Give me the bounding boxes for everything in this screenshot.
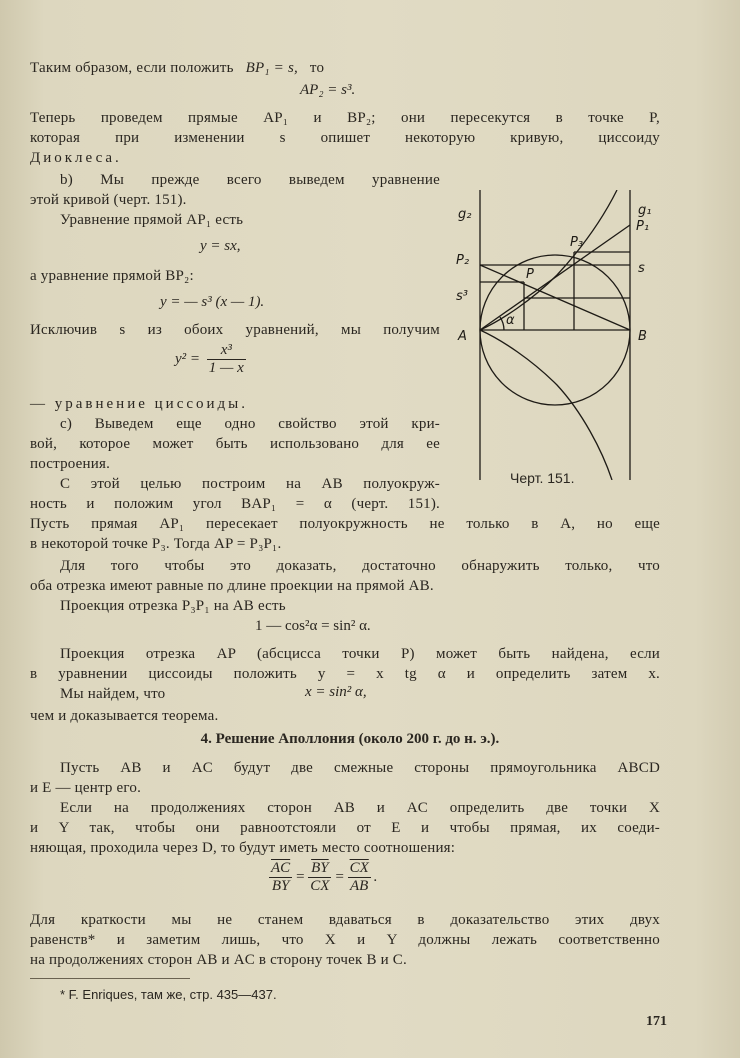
formula-lhs: y² = (175, 350, 201, 367)
fraction-numerator: $\overline{AC}$ (271, 860, 291, 876)
label-alpha: α (506, 313, 515, 328)
text-line: ность и положим угол BAP₁ = α (черт. 151). (30, 496, 440, 512)
fraction (269, 860, 292, 895)
formula-line-bp2: y = — s³ (x — 1). (160, 294, 265, 310)
text-line: оба отрезка имеют равные по длине проекции на прямой AB. (30, 578, 434, 594)
footnote-divider (30, 978, 190, 979)
formula-bp1: BP₁ = s, (245, 60, 298, 76)
fraction-denominator: 1 — x (208, 360, 244, 376)
text-line: и E — центр его. (30, 780, 142, 796)
text-line: Уравнение прямой AP₁ есть (60, 212, 244, 228)
fraction-numerator: $\overline{BY}$ (308, 860, 331, 878)
text-line: няющая, проходила через D, то будут иметь место соотношения: (30, 840, 456, 856)
page-number: 171 (646, 1014, 667, 1029)
text-line: Пусть прямая AP₁ пересекает полуокружность не только в A, но еще (30, 516, 660, 532)
label-s3: s³ (456, 289, 468, 304)
text-line: вой, которое может быть использовано для ее (30, 436, 440, 452)
text-line: которая при изменении s опишет некоторую кривую, циссоиду (30, 130, 660, 146)
label-p2: P₂ (456, 253, 470, 268)
text-line: Теперь проведем прямые AP₁ и BP₂; они пересекутся в точке P, (30, 110, 660, 126)
text-line: Проекция отрезка P₃P₁ на AB есть (60, 598, 286, 614)
formula-ap2: AP₂ = s³. (300, 82, 356, 98)
text-line (30, 58, 660, 78)
fraction (308, 860, 331, 895)
text-line: Мы найдем, что (60, 686, 166, 702)
fraction (348, 860, 371, 895)
text-line: в уравнении циссоиды положить y = x tg α и определить затем x. (30, 666, 660, 682)
label-p: P (526, 267, 534, 282)
section-heading: 4. Решение Аполлония (около 200 г. до н. э.). (200, 731, 500, 747)
cissoid-upper (480, 190, 617, 330)
text-line: Исключив s из обоих уравнений, мы получим (30, 322, 440, 338)
text-line: — уравнение циссоиды. (30, 396, 248, 412)
formula-line-ap1: y = sx, (200, 238, 241, 254)
text-line: чем и доказывается теорема. (30, 708, 219, 724)
formula-ratios: $\frac{\overline{AC}}{BY}$ = $\frac{\overline{BY}}{CX}$ = $\frac{\overline{CX}}{AB}$ . (271, 860, 378, 894)
text-line: построения. (30, 456, 111, 472)
label-p1: P₁ (636, 219, 650, 234)
label-a: A (458, 329, 467, 344)
text-line: равенств* и заметим лишь, что X и Y должны лежать соответственно (30, 932, 660, 948)
fraction-denominator: BY (271, 878, 290, 894)
label-s: s (638, 261, 645, 276)
text-line: Пусть AB и AC будут две смежные стороны прямоугольника ABCD (60, 760, 660, 776)
label-g1: g₁ (638, 203, 652, 218)
text-line: на продолжениях сторон AB и AC в сторону точек B и C. (30, 952, 407, 968)
figure-caption: Черт. 151. (510, 470, 575, 486)
formula-projection: 1 — cos²α = sin² α. (255, 618, 371, 634)
text-line: Диоклеса. (30, 150, 122, 166)
text-segment: то (309, 60, 325, 76)
text-line: c) Выведем еще одно свойство этой кри- (60, 416, 440, 432)
text-segment: Таким образом, если положить (30, 60, 234, 76)
formula-x: x = sin² α, (305, 684, 367, 700)
fraction (207, 342, 246, 377)
footnote: * F. Enriques, там же, стр. 435—437. (60, 987, 277, 1002)
label-g2: g₂ (458, 207, 472, 222)
text-line: Если на продолжениях сторон AB и AC определить две точки X (60, 800, 660, 816)
fraction-numerator: $\overline{CX}$ (349, 860, 369, 876)
figure-cissoid-diagram (452, 190, 666, 480)
text-line: в некоторой точке P₃. Тогда AP = P₃P₁. (30, 536, 282, 552)
formula-cissoid (175, 342, 249, 377)
text-line: и Y так, чтобы они равноотстояли от E и чтобы прямая, их соеди- (30, 820, 660, 836)
text-line: Проекция отрезка AP (абсцисса точки P) может быть найдена, если (60, 646, 660, 662)
text-line: этой кривой (черт. 151). (30, 192, 187, 208)
label-b: B (638, 329, 647, 344)
fraction-denominator: CX (310, 878, 330, 894)
label-p3: P₃ (570, 235, 584, 250)
text-line: b) Мы прежде всего выведем уравнение (60, 172, 440, 188)
text-line: С этой целью построим на AB полуокруж- (60, 476, 440, 492)
fraction-numerator: x³ (207, 342, 246, 360)
line-ap1 (480, 225, 630, 330)
text-line: Для краткости мы не станем вдаваться в доказательство этих двух (30, 912, 660, 928)
fraction-denominator: AB (350, 878, 369, 894)
text-line: Для того чтобы это доказать, достаточно обнаружить только, что (60, 558, 660, 574)
text-line: а уравнение прямой BP₂: (30, 268, 194, 284)
